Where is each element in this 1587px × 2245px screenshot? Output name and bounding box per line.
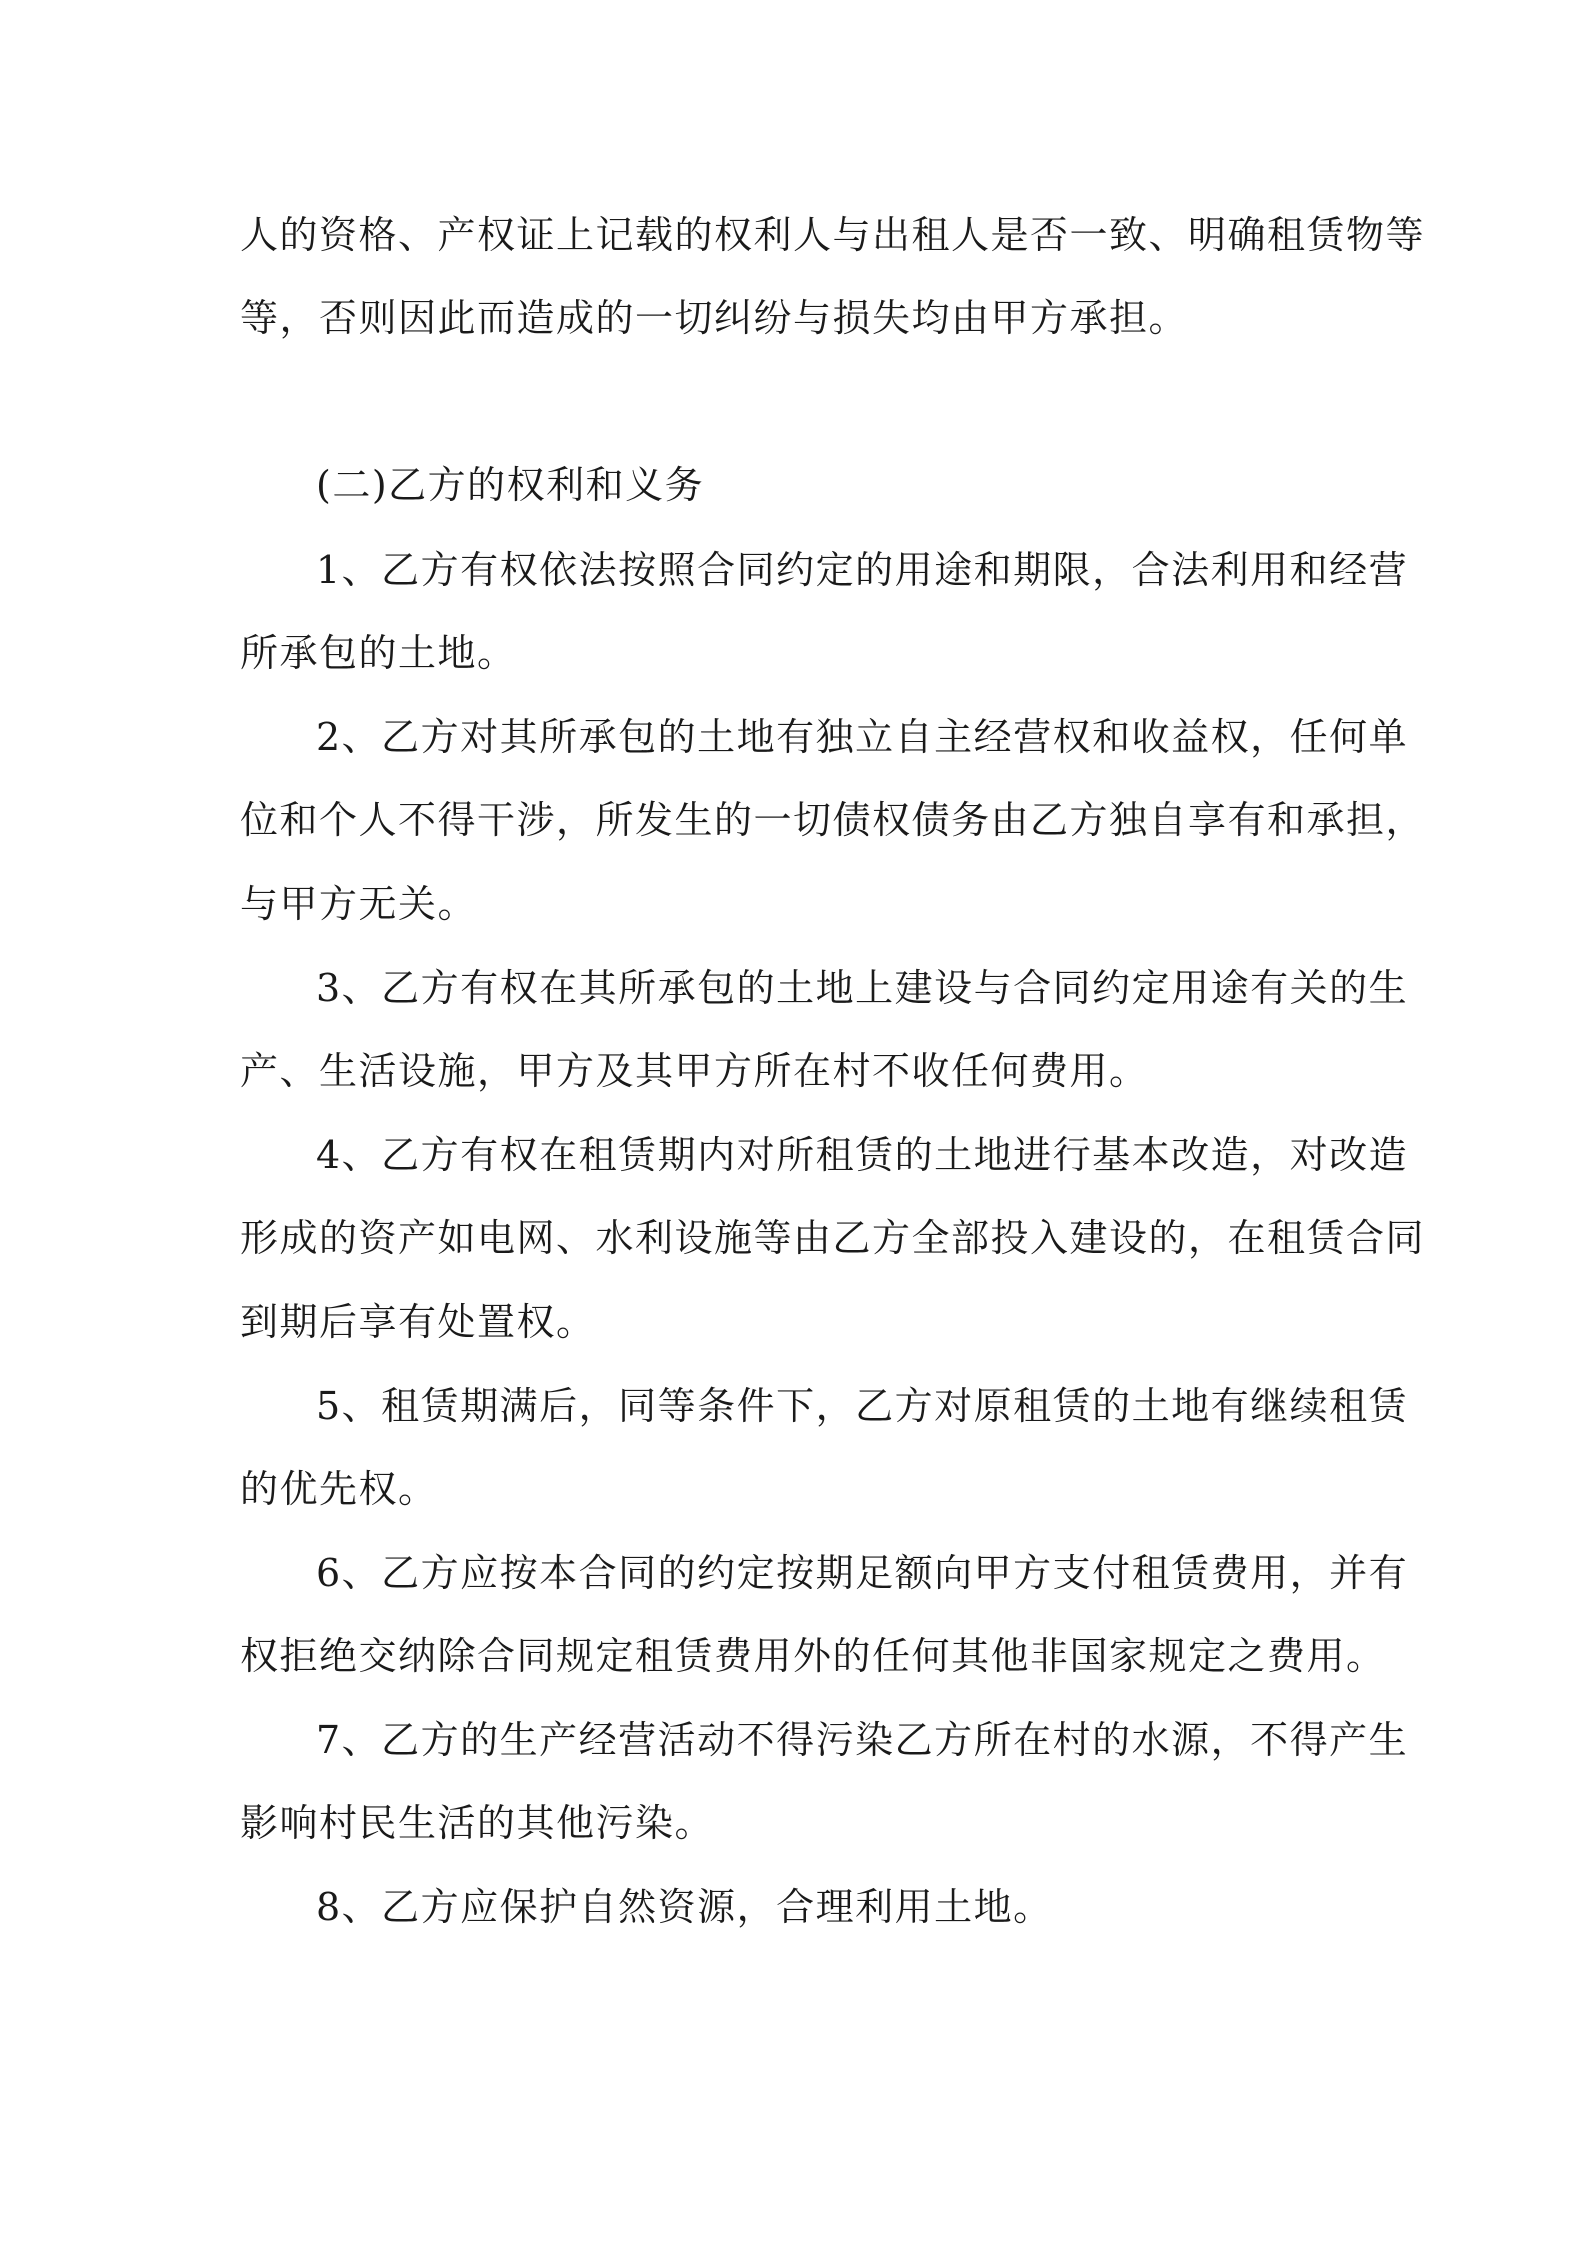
paragraph-line: 形成的资产如电网、水利设施等由乙方全部投入建设的，在租赁合同 [240,1216,1426,1260]
paragraph-line: 的优先权。 [240,1467,438,1511]
paragraph-line: 7、乙方的生产经营活动不得污染乙方所在村的水源，不得产生 [316,1718,1409,1762]
paragraph-line: 8、乙方应保护自然资源，合理利用土地。 [316,1885,1053,1929]
section-heading: (二)乙方的权利和义务 [316,463,705,507]
paragraph-line: 5、租赁期满后，同等条件下，乙方对原租赁的土地有继续租赁 [316,1384,1409,1428]
paragraph-line: 2、乙方对其所承包的土地有独立自主经营权和收益权，任何单 [316,715,1409,759]
paragraph-line: 3、乙方有权在其所承包的土地上建设与合同约定用途有关的生 [316,966,1409,1010]
paragraph-line: 到期后享有处置权。 [240,1300,596,1344]
paragraph-line: 6、乙方应按本合同的约定按期足额向甲方支付租赁费用，并有 [316,1551,1409,1595]
paragraph-line: 产、生活设施，甲方及其甲方所在村不收任何费用。 [240,1049,1149,1093]
paragraph-line: 影响村民生活的其他污染。 [240,1801,715,1845]
paragraph-line: 1、乙方有权依法按照合同约定的用途和期限，合法利用和经营 [316,548,1409,592]
paragraph-line: 权拒绝交纳除合同规定租赁费用外的任何其他非国家规定之费用。 [240,1634,1386,1678]
paragraph-line: 所承包的土地。 [240,631,517,675]
paragraph-line: 等，否则因此而造成的一切纠纷与损失均由甲方承担。 [240,296,1189,340]
paragraph-line: 4、乙方有权在租赁期内对所租赁的土地进行基本改造，对改造 [316,1133,1409,1177]
paragraph-line: 位和个人不得干涉，所发生的一切债权债务由乙方独自享有和承担， [240,798,1426,842]
paragraph-line: 与甲方无关。 [240,882,478,926]
paragraph-line: 人的资格、产权证上记载的权利人与出租人是否一致、明确租赁物等 [240,213,1426,257]
